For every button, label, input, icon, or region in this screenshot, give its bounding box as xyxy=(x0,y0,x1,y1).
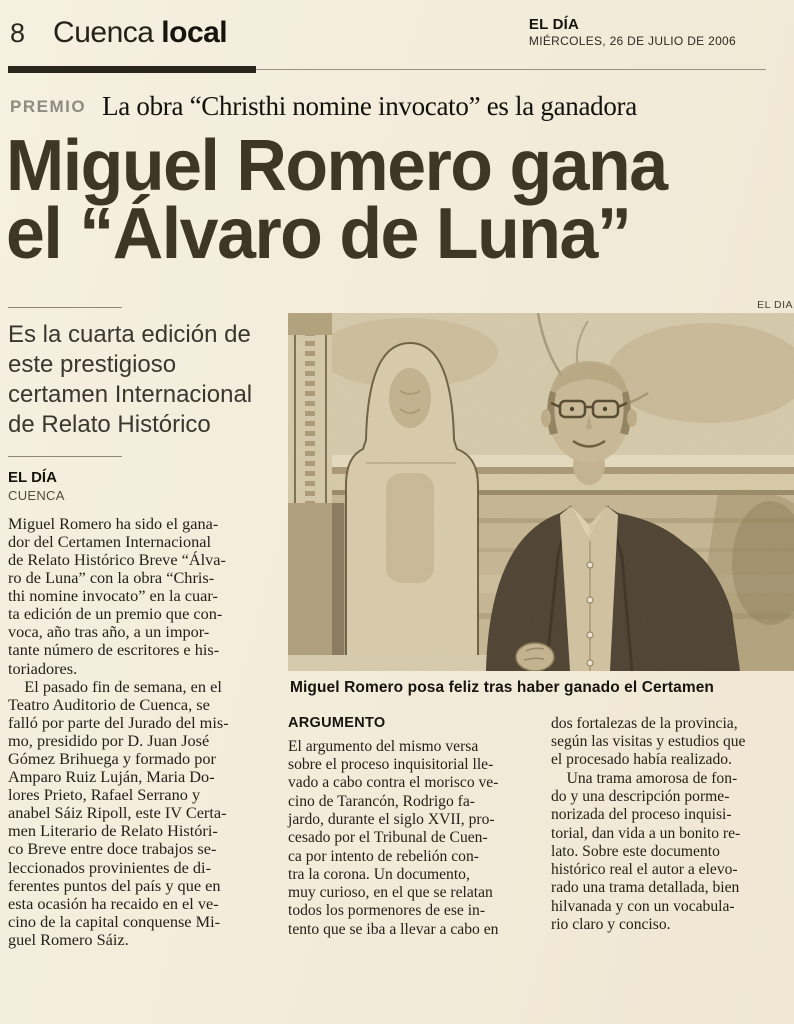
text-line: Amparo Ruiz Luján, Maria Do- xyxy=(8,767,215,787)
text-line: rio claro y conciso. xyxy=(551,916,671,934)
text-line: lato. Sobre este documento xyxy=(551,842,720,860)
text-line: vado a cabo contra el morisco ve- xyxy=(288,774,499,792)
masthead: EL DÍA xyxy=(528,16,580,33)
text-line: guel Romero Sáiz. xyxy=(8,929,129,949)
text-line: torial, dan vida a un bonito re- xyxy=(551,824,741,842)
text-line: toriadores. xyxy=(8,658,78,678)
text-line: según las visitas y estudios que xyxy=(551,733,746,751)
text-line: co Breve entre doce trabajos se- xyxy=(8,839,217,859)
text-line: men Literario de Relato Históri- xyxy=(8,821,218,841)
argumento-text-2 xyxy=(551,715,794,935)
text-line: leccionados provinientes de di- xyxy=(8,857,211,877)
text-line: cino de la capital conquense Mi- xyxy=(8,911,221,931)
text-line: anabel Sáiz Ripoll, este IV Certa- xyxy=(8,803,227,823)
text-line: cino de Tarancón, Rodrigo fa- xyxy=(288,792,475,810)
header-right xyxy=(529,16,736,48)
text-line: de Relato Histórico Breve “Álva- xyxy=(8,549,226,569)
text-line: certamen Internacional xyxy=(8,380,253,408)
photo-grain-overlay xyxy=(288,313,794,671)
text-line: ca por intento de rebelión con- xyxy=(288,847,479,865)
section-name-bold: local xyxy=(161,16,228,49)
text-line: sobre el proceso inquisitorial lle- xyxy=(288,756,494,774)
text-line: cesado por el Tribunal de Cuen- xyxy=(288,829,488,847)
header-divider xyxy=(8,66,766,73)
text-line: ro de Luna” con la obra “Chris- xyxy=(8,568,215,588)
text-line: do y una descripción porme- xyxy=(551,787,730,805)
text-line: voca, año tras año, a un impor- xyxy=(8,622,210,642)
text-line: El argumento del mismo versa xyxy=(288,737,479,755)
argumento-column-2 xyxy=(551,715,794,939)
text-line: dos fortalezas de la provincia, xyxy=(551,714,738,732)
text-line: el procesado había realizado. xyxy=(551,751,732,769)
page-header xyxy=(0,0,794,50)
standfirst-top-rule xyxy=(8,307,122,308)
edition-date: MIÉRCOLES, 26 DE JULIO DE 2006 xyxy=(528,34,736,48)
text-line: muy curioso, en el que se relatan xyxy=(288,884,493,902)
text-line: thi nomine invocato” en la cuar- xyxy=(8,586,218,606)
photo-caption: Miguel Romero posa feliz tras haber ganado el Certamen xyxy=(290,678,714,696)
text-line: lores Prieto, Rafael Serrano y xyxy=(8,785,201,805)
photo-miguel-romero xyxy=(288,313,794,671)
text-line: tante número de escritores e his- xyxy=(8,640,220,660)
byline xyxy=(8,469,272,503)
argumento-text-1 xyxy=(288,738,533,939)
article-body xyxy=(8,299,794,949)
text-line: esta ocasión ha recaido en el ve- xyxy=(8,893,219,913)
kicker-row xyxy=(10,91,794,122)
text-line: todos los pormenores de ese in- xyxy=(288,902,486,920)
text-line: jardo, durante el siglo XVII, pro- xyxy=(288,810,495,828)
text-line: Es la cuarta edición de xyxy=(8,320,251,348)
text-line: hilvanada y con un vocabula- xyxy=(551,897,735,915)
article-column-1 xyxy=(8,515,272,949)
header-left xyxy=(10,16,227,50)
page-number: 8 xyxy=(10,18,26,48)
text-line: ta edición de un premio que con- xyxy=(8,604,223,624)
text-line: norizada del proceso inquisi- xyxy=(551,806,732,824)
text-line: Una trama amorosa de fon- xyxy=(551,769,738,787)
photo-credit: EL DIA xyxy=(757,298,793,311)
argumento-section xyxy=(288,715,794,939)
section-title xyxy=(53,16,227,50)
argumento-column-1 xyxy=(288,715,533,939)
standfirst xyxy=(8,320,272,440)
argumento-heading: ARGUMENTO xyxy=(288,714,386,731)
left-column xyxy=(8,299,272,949)
headline-line-1: Miguel Romero gana xyxy=(6,126,667,206)
text-line: este prestigioso xyxy=(8,350,177,378)
text-line: ferentes puntos del país y que en xyxy=(8,875,221,895)
text-line: Gómez Brihuega y formado por xyxy=(8,749,216,768)
text-line: Teatro Auditorio de Cuenca, se xyxy=(8,694,210,714)
text-line: falló por parte del Jurado del mis- xyxy=(8,712,229,732)
divider-thick-bar xyxy=(8,66,256,73)
byline-place: CUENCA xyxy=(8,487,65,503)
section-name: Cuenca xyxy=(53,16,154,49)
text-line: tento que se iba a llevar a cabo en xyxy=(288,920,499,938)
headline xyxy=(6,126,770,275)
text-line: tra la corona. Un documento, xyxy=(288,865,470,883)
text-line: El pasado fin de semana, en el xyxy=(8,676,222,696)
divider-thin-rule xyxy=(256,69,766,70)
text-line: mo, presidido por D. Juan José xyxy=(8,730,210,750)
headline-line-2: el “Álvaro de Luna” xyxy=(6,194,631,275)
standfirst-bottom-rule xyxy=(8,456,122,457)
text-line: histórico real el autor a elevo- xyxy=(551,861,738,879)
kicker-text: La obra “Christhi nomine invocato” es la ganadora xyxy=(102,91,637,121)
byline-agency: EL DÍA xyxy=(8,468,57,486)
text-line: dor del Certamen Internacional xyxy=(8,531,211,551)
text-line: rado una trama detallada, bien xyxy=(551,879,740,897)
right-block xyxy=(288,299,794,949)
text-line: Miguel Romero ha sido el gana- xyxy=(8,513,219,533)
text-line: de Relato Histórico xyxy=(8,410,211,438)
kicker-label: PREMIO xyxy=(10,96,87,116)
